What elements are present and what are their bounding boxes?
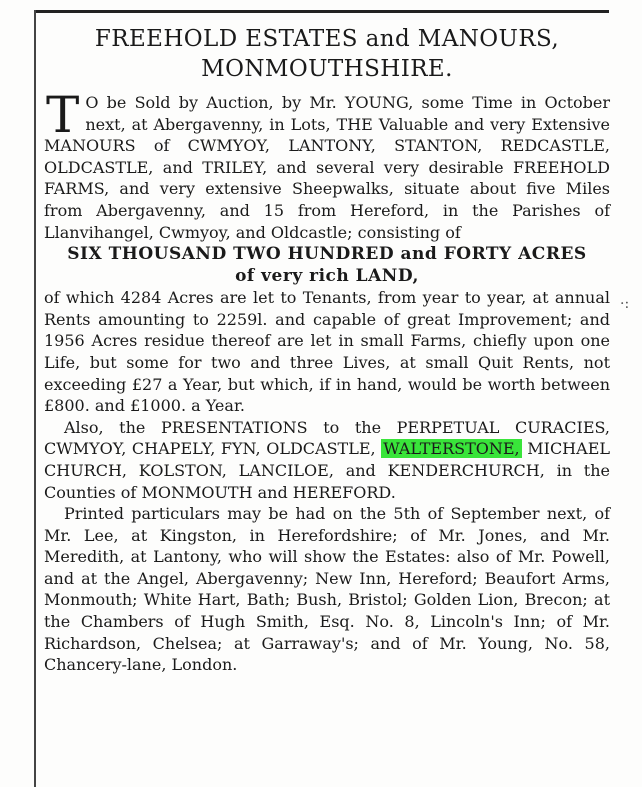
advertisement: [44, 24, 610, 676]
acreage-line-1: SIX THOUSAND TWO HUNDRED and FORTY ACRES: [67, 244, 587, 265]
left-column-rule: [34, 10, 36, 787]
top-border-rule: [34, 10, 609, 13]
drop-cap: T: [46, 86, 80, 144]
headline-line-2: MONMOUTHSHIRE.: [201, 56, 453, 82]
headline-line-1: FREEHOLD ESTATES and MANOURS,: [94, 26, 560, 52]
margin-speck: ·:: [620, 296, 630, 312]
particulars-paragraph: Printed particulars may be had on the 5th of September next, of Mr. Lee, at Kingston, in Herefordshire; of Mr. Jones, and Mr. Meredith, at Lantony, who will show the Estates: also of Mr. Powell, and at the Angel, Abergavenny; New Inn, Hereford; Beaufort Arms, Monmouth; White Hart, Bath; Bush, Bristol; Golden Lion, Brecon; at the Chambers of Hugh Smith, Esq. No. 8, Lincoln's Inn; of Mr. Richardson, Chelsea; at Garraway's; and of Mr. Young, No. 58, Chancery-lane, London.: [44, 504, 610, 675]
presentations-text-before: Also, the PRESENTATIONS to the PERPETUAL CURACIES, CWMYOY, CHAPELY, FYN, OLDCASTLE,: [44, 417, 610, 459]
acreage-line-2: of very rich LAND,: [235, 266, 419, 287]
highlighted-word: WALTERSTONE,: [383, 439, 520, 459]
presentations-text-after: MICHAEL CHURCH, KOLSTON, LANCILOE, and KENDERCHURCH, in the Counties of MONMOUTH and HEREFORD.: [44, 439, 610, 502]
tenancy-paragraph: of which 4284 Acres are let to Tenants, from year to year, at annual Rents amounting to 2259l. and capable of great Improvement; and 1956 Acres residue thereof are let in small Farms, chiefly upon one Life, but some for two and three Lives, at small Quit Rents, not exceeding £27 a Year, but which, if in hand, would be worth between £800. and £1000. a Year.: [44, 288, 610, 416]
auction-text: O be Sold by Auction, by Mr. YOUNG, some Time in October next, at Abergavenny, in Lots, THE Valuable and very Extensive MANOURS of CWMYOY, LANTONY, STANTON, REDCASTLE, OLDCASTLE, and TRILEY, and several very desirable FREEHOLD FARMS, and very extensive Sheepwalks, situate about five Miles from Abergavenny, and 15 from Hereford, in the Parishes of Llanvihangel, Cwmyoy, and Oldcastle; consisting of: [44, 93, 610, 242]
auction-paragraph: [44, 86, 610, 243]
presentations-paragraph: [44, 417, 610, 503]
